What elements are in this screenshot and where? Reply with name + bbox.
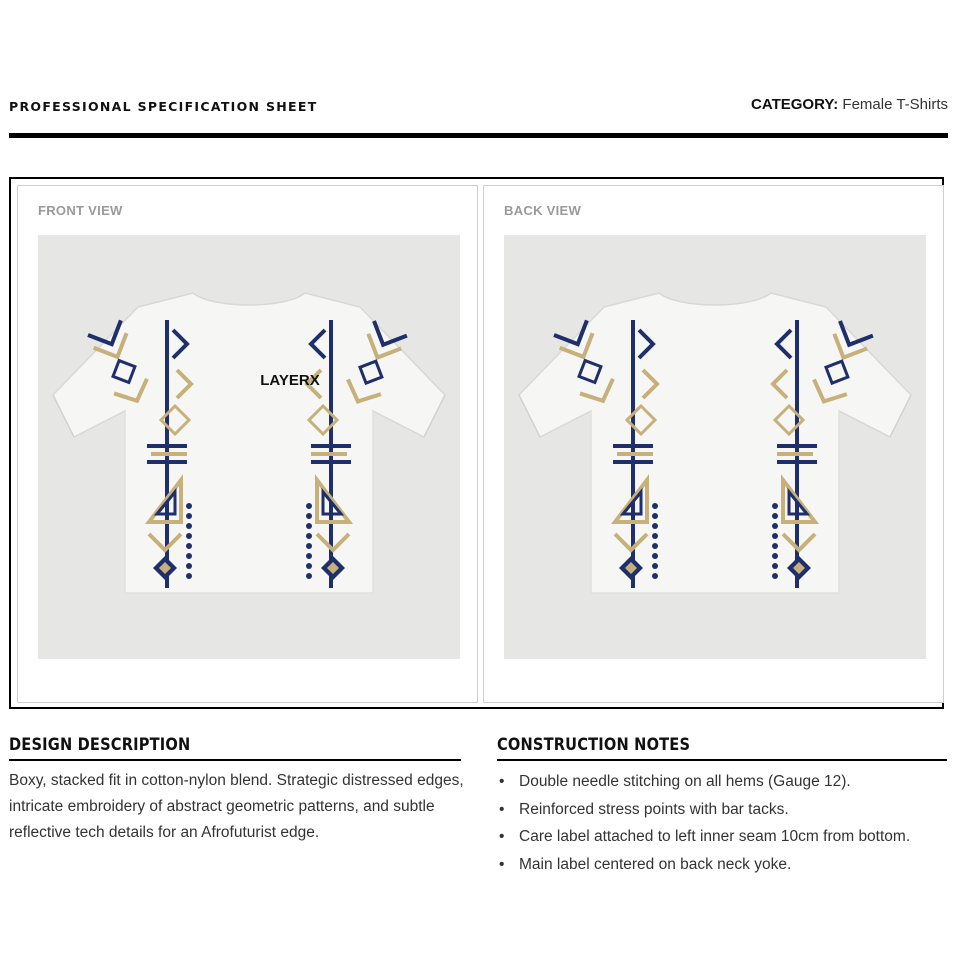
list-item: • Double needle stitching on all hems (Gauge 12). xyxy=(497,768,957,796)
design-description-rule xyxy=(9,759,461,761)
construction-notes-title: CONSTRUCTION NOTES xyxy=(497,735,691,755)
front-brand-print: LAYERX xyxy=(260,372,320,389)
sheet-title: PROFESSIONAL SPECIFICATION SHEET xyxy=(9,99,318,114)
list-item: • Reinforced stress points with bar tacks. xyxy=(497,796,957,824)
category-value: Female T-Shirts xyxy=(842,96,948,113)
back-view-panel xyxy=(483,185,944,703)
list-item: • Main label centered on back neck yoke. xyxy=(497,851,957,879)
design-description-text: Boxy, stacked fit in cotton-nylon blend. Strategic distressed edges, intricate embroidery of abstract geometric patterns, and subtle reflective tech details for an Afrofuturist edge. xyxy=(9,772,464,841)
views-frame xyxy=(9,177,944,709)
construction-notes-list xyxy=(497,768,957,878)
design-description-title: DESIGN DESCRIPTION xyxy=(9,735,191,755)
front-view-label: FRONT VIEW xyxy=(38,203,123,218)
list-item: • Care label attached to left inner seam 10cm from bottom. xyxy=(497,823,957,851)
back-view-label: BACK VIEW xyxy=(504,203,582,218)
construction-notes-rule xyxy=(497,759,947,761)
category xyxy=(751,96,948,113)
category-label: CATEGORY: xyxy=(751,96,839,113)
front-view-image xyxy=(38,235,460,659)
header-rule xyxy=(9,133,948,138)
back-view-image xyxy=(504,235,926,659)
front-view-panel xyxy=(17,185,478,703)
